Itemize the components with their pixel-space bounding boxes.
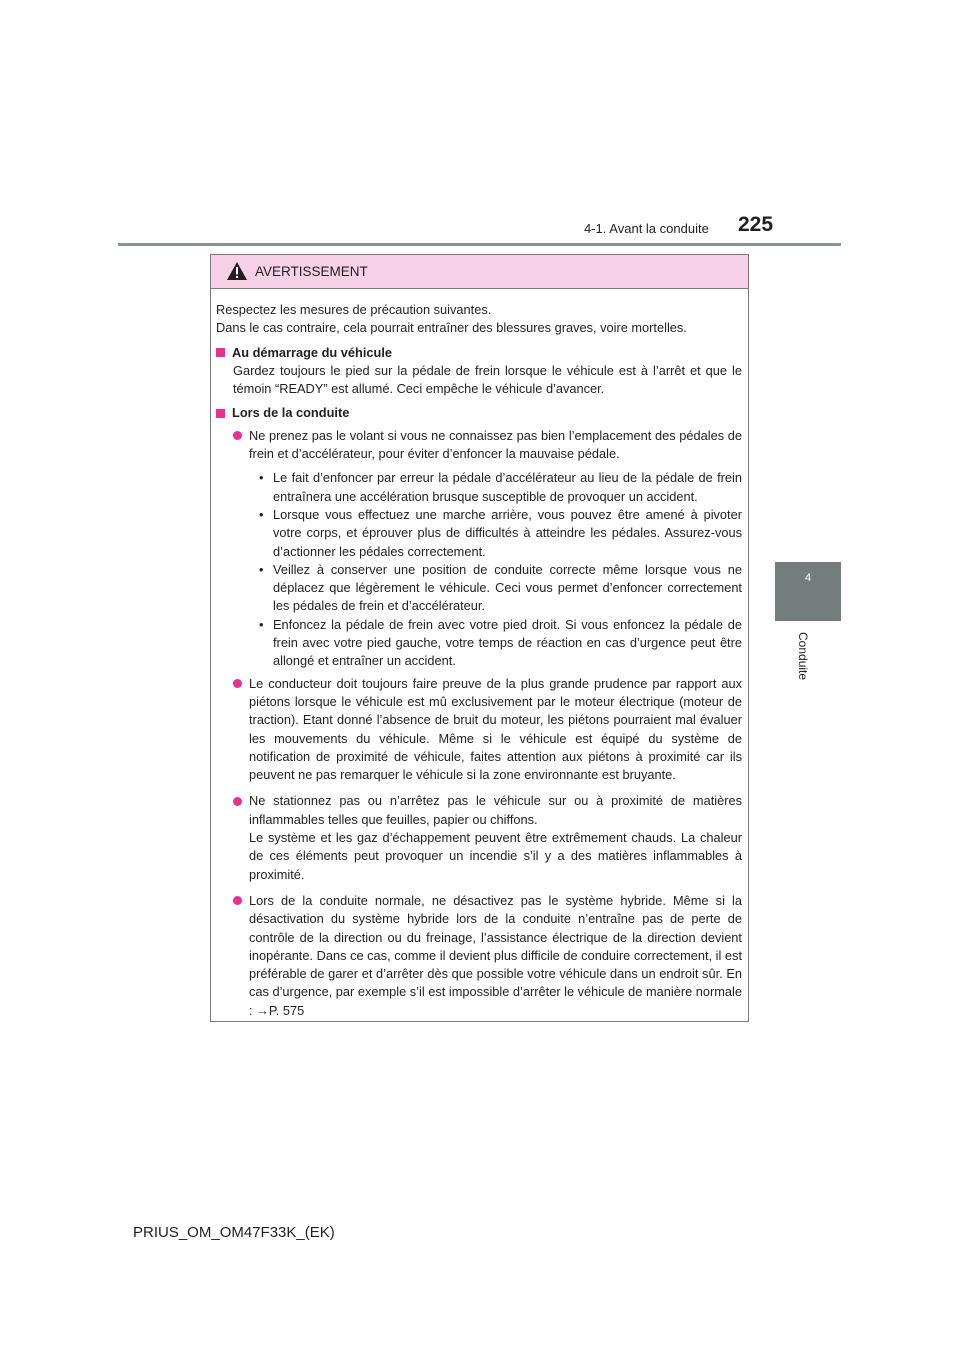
square-bullet-icon [216,409,225,418]
circle-bullet-icon [233,679,242,688]
section-text: Gardez toujours le pied sur la pédale de frein lorsque le véhicule est à l’arrêt et que le témoin “READY” est allumé. Ceci empêche le véhicule d’avancer. [233,362,742,397]
chapter-tab [775,562,841,621]
sub-list-item: • Le fait d’enfoncer par erreur la pédale d’accélérateur au lieu de la pédale de frein entraînera une accélération brusque susceptible de provoquer un accident. [259,470,742,504]
sub-list-item: • Enfoncez la pédale de frein avec votre pied droit. Si vous enfoncez la pédale de frein avec votre pied gauche, votre temps de réaction en cas d’urgence peut être allongé et entraîner un accident. [259,616,742,669]
section-title-driving: Lors de la conduite [232,405,350,421]
list-item-text: Le système et les gaz d’échappement peuvent être extrêmement chauds. La chaleur de ces éléments peut provoquer un incendie s’il y a des matières inflammables à proximité. [249,830,742,882]
chapter-tab-label: Conduite [796,632,810,681]
circle-bullet-icon [233,896,242,905]
document-code: PRIUS_OM_OM47F33K_(EK) [133,1224,335,1241]
warning-header [211,255,748,289]
header-divider [118,243,841,246]
circle-bullet-icon [233,797,242,806]
warning-title: AVERTISSEMENT [255,264,368,279]
list-item: Le conducteur doit toujours faire preuve de la plus grande prudence par rapport aux piétons lorsque le véhicule est mû exclusivement par le moteur électrique (moteur de traction). Etant donné l’absence de bruit du moteur, les piétons pourraient mal évaluer les mouvements du véhicule. Même si le véhicule est équipé du système de notification de proximité de véhicule, faites attention aux piétons à proximité car ils peuvent ne pas remarquer le véhicule si la zone environnante est bruyante. [233,675,742,785]
sub-list-item: • Veillez à conserver une position de conduite correcte même lorsque vous ne déplacez que légèrement le véhicule. Ceci vous permet d’enfoncer correctement les pédales de frein et d’accélérateur. [259,561,742,614]
page-number: 225 [738,213,774,236]
intro-line: Dans le cas contraire, cela pourrait entraîner des blessures graves, voire mortelles. [216,320,687,336]
section-title: 4-1. Avant la conduite [584,221,709,236]
list-item: Lors de la conduite normale, ne désactivez pas le système hybride. Même si la désactivation du système hybride lors de la conduite n’entraîne pas de perte de contrôle de la direction ou du freinage, l’assistance électrique de la direction devient inopérante. Dans ce cas, comme il devient plus difficile de conduire correctement, il est préférable de garer et d’arrêter dès que possible votre véhicule dans un endroit sûr. En cas d’urgence, par exemple s’il est impossible d’arrêter le véhicule de manière normale : →P. 575 [233,892,742,1020]
list-item [233,792,742,883]
section-heading [216,344,742,362]
warning-triangle-icon [226,261,248,281]
warning-box [210,254,749,1022]
section-title-start: Au démarrage du véhicule [232,344,393,360]
list-item: Ne prenez pas le volant si vous ne connaissez pas bien l’emplacement des pédales de frein et d’accélérateur, pour éviter d’enfoncer la mauvaise pédale. [233,427,742,464]
warning-body [216,301,742,1020]
circle-bullet-icon [233,431,242,440]
intro-line: Respectez les mesures de précaution suivantes. [216,302,492,317]
sub-list [259,469,742,670]
list-item-text: Ne stationnez pas ou n’arrêtez pas le véhicule sur ou à proximité de matières inflammables telles que feuilles, papier ou chiffons. [249,793,742,827]
square-bullet-icon [216,348,225,357]
chapter-tab-number: 4 [804,572,812,584]
sub-list-item: • Lorsque vous effectuez une marche arrière, vous pouvez être amené à pivoter votre corps, et éprouver plus de difficultés à atteindre les pédales. Assurez-vous d’actionner les pédales correctement. [259,506,742,559]
section-heading [216,404,742,422]
